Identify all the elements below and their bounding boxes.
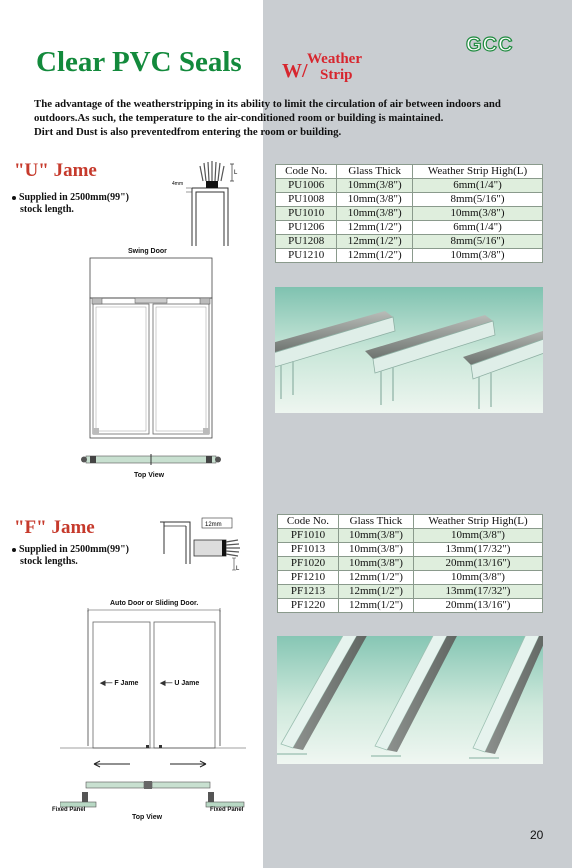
u-jame-callout: ◀— U Jame	[160, 680, 200, 687]
cell: 10mm(3/8")	[338, 557, 413, 571]
u-jame-spec-table	[275, 164, 543, 263]
cell: 10mm(3/8")	[413, 207, 543, 221]
table-row	[278, 599, 543, 613]
bullet-icon	[12, 196, 16, 200]
cell: 10mm(3/8")	[337, 207, 413, 221]
fixed-panel-left-label: Fixed Panel	[52, 807, 86, 813]
cell: PU1008	[276, 193, 337, 207]
swing-door-label: Swing Door	[128, 248, 167, 255]
table-row	[278, 571, 543, 585]
cell: 6mm(1/4")	[413, 179, 543, 193]
cell: 10mm(3/8")	[338, 529, 413, 543]
f-jame-product-photo	[277, 636, 543, 764]
cell: PU1206	[276, 221, 337, 235]
f-jame-callout-label: F Jame	[114, 680, 139, 687]
cell: 12mm(1/2")	[337, 235, 413, 249]
cell: 10mm(3/8")	[413, 529, 542, 543]
page-title: Clear PVC Seals	[36, 46, 242, 78]
u-supplied-line1: Supplied in 2500mm(99")	[19, 192, 130, 203]
intro-paragraph	[34, 97, 534, 139]
table-header-row	[276, 165, 543, 179]
cell: PF1213	[278, 585, 339, 599]
intro-line-3: Dirt and Dust is also preventedfrom entering the room or building.	[34, 126, 342, 138]
cell: 12mm(1/2")	[338, 599, 413, 613]
cell: PU1208	[276, 235, 337, 249]
table-row	[276, 249, 543, 263]
cell: 8mm(5/16")	[413, 235, 543, 249]
cell: 6mm(1/4")	[413, 221, 543, 235]
f-jame-callout: ◀— F Jame	[100, 680, 139, 687]
cell: 10mm(3/8")	[337, 193, 413, 207]
u-jame-callout-label: U Jame	[174, 680, 200, 687]
f-jame-profile-diagram	[150, 514, 260, 578]
header-strip: Weather Strip High(L)	[413, 515, 542, 529]
u-profile-dim-label: 4mm	[172, 181, 184, 187]
table-row	[276, 193, 543, 207]
title-weather-word: Weather	[307, 51, 362, 67]
cell: PF1210	[278, 571, 339, 585]
cell: PF1010	[278, 529, 339, 543]
f-jame-title: "F" Jame	[14, 517, 95, 538]
header-strip: Weather Strip High(L)	[413, 165, 543, 179]
page-number: 20	[530, 828, 544, 842]
u-supplied-note	[12, 192, 129, 216]
table-row	[278, 557, 543, 571]
cell: 13mm(17/32")	[413, 585, 542, 599]
cell: 20mm(13/16")	[413, 557, 542, 571]
cell: PF1220	[278, 599, 339, 613]
u-top-view-label: Top View	[134, 472, 165, 479]
table-row	[276, 221, 543, 235]
header-glass: Glass Thick	[338, 515, 413, 529]
cell: 12mm(1/2")	[337, 221, 413, 235]
f-supplied-line1: Supplied in 2500mm(99")	[19, 544, 130, 555]
table-row	[278, 543, 543, 557]
intro-line-1: The advantage of the weatherstripping in its ability to limit the circulation of air between indoors and	[34, 98, 501, 110]
table-row	[278, 529, 543, 543]
cell: 10mm(3/8")	[413, 249, 543, 263]
f-jame-spec-table	[277, 514, 543, 613]
sliding-door-label: Auto Door or Sliding Door.	[110, 600, 199, 607]
cell: 12mm(1/2")	[338, 585, 413, 599]
gcc-logo: GCC	[466, 34, 514, 56]
u-jame-product-photo	[275, 287, 543, 413]
cell: 10mm(3/8")	[338, 543, 413, 557]
table-row	[276, 235, 543, 249]
cell: 12mm(1/2")	[338, 571, 413, 585]
title-w-prefix: W/	[282, 60, 308, 82]
cell: 20mm(13/16")	[413, 599, 542, 613]
u-jame-profile-diagram	[170, 158, 260, 248]
header-glass: Glass Thick	[337, 165, 413, 179]
cell: 8mm(5/16")	[413, 193, 543, 207]
f-profile-l-label: L	[236, 566, 240, 572]
u-supplied-line2: stock length.	[20, 204, 74, 215]
f-top-view-label: Top View	[132, 814, 163, 821]
table-header-row	[278, 515, 543, 529]
cell: PF1013	[278, 543, 339, 557]
u-jame-title: "U" Jame	[14, 160, 97, 181]
table-row	[276, 207, 543, 221]
cell: 13mm(17/32")	[413, 543, 542, 557]
cell: PU1010	[276, 207, 337, 221]
header-code: Code No.	[276, 165, 337, 179]
cell: 12mm(1/2")	[337, 249, 413, 263]
table-row	[278, 585, 543, 599]
title-strip-word: Strip	[320, 67, 353, 83]
bullet-icon	[12, 548, 16, 552]
cell: PF1020	[278, 557, 339, 571]
swing-door-diagram	[80, 256, 222, 476]
fixed-panel-right-label: Fixed Panel	[210, 807, 244, 813]
table-row	[276, 179, 543, 193]
header-code: Code No.	[278, 515, 339, 529]
cell: PU1006	[276, 179, 337, 193]
cell: PU1210	[276, 249, 337, 263]
cell: 10mm(3/8")	[337, 179, 413, 193]
f-profile-dim-label: 12mm	[205, 522, 222, 528]
u-profile-l-label: L	[234, 170, 238, 176]
cell: 10mm(3/8")	[413, 571, 542, 585]
f-supplied-line2: stock lengths.	[20, 556, 78, 567]
sliding-door-diagram	[60, 606, 246, 822]
f-supplied-note	[12, 544, 129, 568]
intro-line-2: outdoors.As such, the temperature to the air-conditioned room or building is maintained.	[34, 112, 444, 124]
